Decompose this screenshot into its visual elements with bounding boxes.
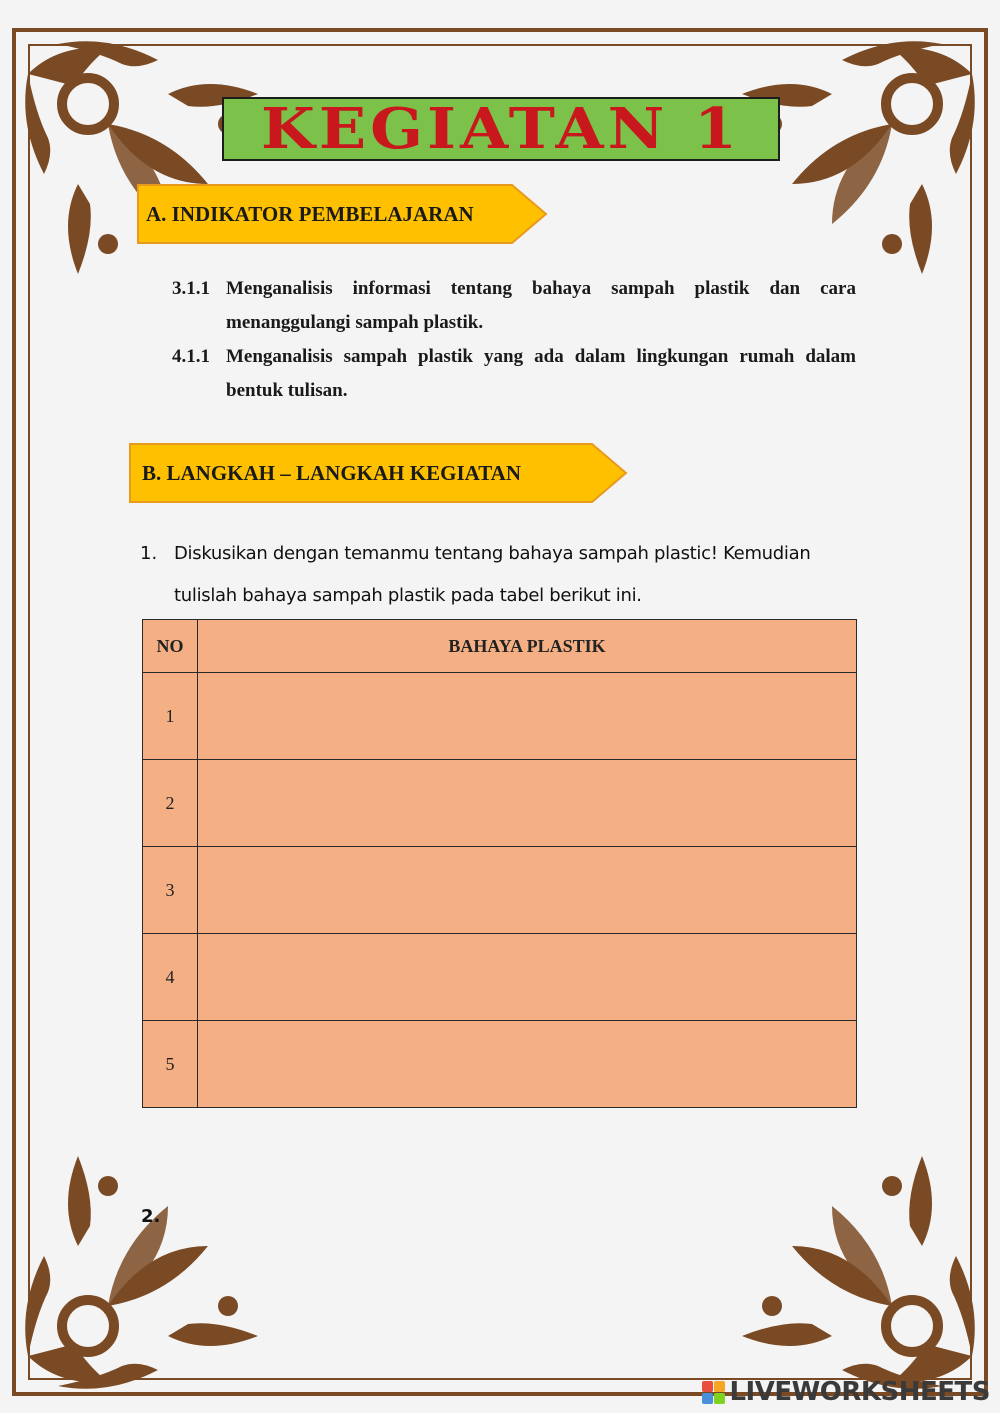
table-row bbox=[143, 760, 857, 847]
answer-cell[interactable] bbox=[198, 1021, 857, 1108]
answer-cell[interactable] bbox=[198, 934, 857, 1021]
step-2-number: 2. bbox=[141, 1206, 161, 1227]
section-a-heading: A. INDIKATOR PEMBELAJARAN bbox=[146, 201, 474, 226]
row-number: 1 bbox=[143, 673, 198, 760]
corner-ornament-icon bbox=[722, 34, 982, 294]
table-row bbox=[143, 934, 857, 1021]
answer-cell[interactable] bbox=[198, 673, 857, 760]
indicator-text: Menganalisis sampah plastik yang ada dalam lingkungan rumah dalam bentuk tulisan. bbox=[226, 346, 856, 401]
step-1-number: 1. bbox=[140, 543, 158, 564]
answer-cell[interactable] bbox=[198, 760, 857, 847]
table-header-row bbox=[143, 620, 857, 673]
table-row bbox=[143, 673, 857, 760]
column-header-no: NO bbox=[143, 620, 198, 673]
watermark-text: LIVEWORKSHEETS bbox=[729, 1377, 990, 1407]
liveworksheets-logo-icon bbox=[702, 1381, 725, 1404]
row-number: 4 bbox=[143, 934, 198, 1021]
row-number: 2 bbox=[143, 760, 198, 847]
section-b-heading: B. LANGKAH – LANGKAH KEGIATAN bbox=[142, 460, 522, 485]
indicator-item bbox=[172, 340, 856, 408]
indicator-text: Menganalisis informasi tentang bahaya sampah plastik dan cara menanggulangi sampah plastik. bbox=[226, 278, 856, 333]
corner-ornament-icon bbox=[18, 34, 278, 294]
column-header-hazard: BAHAYA PLASTIK bbox=[198, 620, 857, 673]
corner-ornament-icon bbox=[18, 1136, 278, 1396]
indicator-number: 3.1.1 bbox=[172, 278, 210, 299]
step-1-instruction bbox=[140, 533, 860, 617]
activity-title-box bbox=[222, 97, 780, 161]
section-b-banner bbox=[128, 442, 628, 504]
liveworksheets-watermark bbox=[702, 1377, 990, 1407]
plastic-hazard-table bbox=[142, 619, 857, 1108]
row-number: 5 bbox=[143, 1021, 198, 1108]
section-a-banner bbox=[136, 183, 548, 245]
answer-cell[interactable] bbox=[198, 847, 857, 934]
table-row bbox=[143, 847, 857, 934]
activity-title: KEGIATAN 1 bbox=[260, 95, 742, 162]
indicator-item bbox=[172, 272, 856, 340]
indicator-number: 4.1.1 bbox=[172, 346, 210, 367]
table-row bbox=[143, 1021, 857, 1108]
step-1-text: Diskusikan dengan temanmu tentang bahaya sampah plastic! Kemudian tulislah bahaya sampah plastik pada tabel berikut ini. bbox=[174, 543, 811, 606]
corner-ornament-icon bbox=[722, 1136, 982, 1396]
row-number: 3 bbox=[143, 847, 198, 934]
